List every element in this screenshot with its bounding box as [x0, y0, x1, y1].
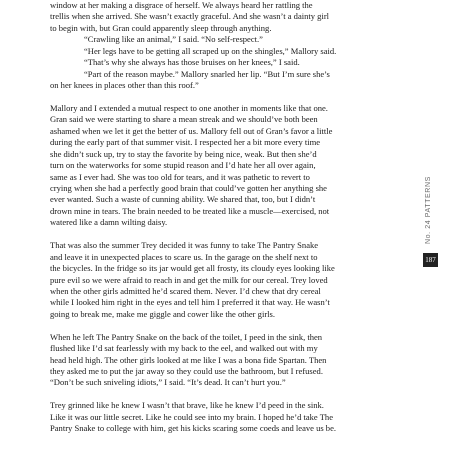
dialogue-line: “That’s why she always has those bruises on her knees,” I said. — [84, 57, 300, 68]
text-line: watered like a damn wilting daisy. — [50, 217, 168, 228]
paragraph-gap — [50, 92, 412, 103]
text-line: ashamed when we let it get the better of us. Mallory fell out of Gran’s favor a little — [50, 125, 333, 136]
text-line: while I looked him right in the eyes and tell him I preferred it that way. He wasn’t — [50, 297, 330, 308]
text-line: ever wanted. Such a waste of cunning ability. We shared that, too, but I didn’t — [50, 194, 316, 205]
body-text — [50, 0, 412, 435]
text-line: turn on the waterworks for some stupid reason and I’d hate her all over again, — [50, 160, 316, 171]
dialogue-line: “Part of the reason maybe.” Mallory snarled her lip. “But I’m sure she’s — [84, 68, 330, 79]
dialogue-line: “Her legs have to be getting all scraped up on the shingles,” Mallory said. — [84, 45, 337, 56]
paragraph-first-line: Trey grinned like he knew I wasn’t that brave, like he knew I’d peed in the sink. — [50, 400, 324, 411]
text-line: trellis when she arrived. She wasn’t exactly graceful. And she wasn’t a dainty girl — [50, 11, 330, 22]
dialogue-line: “Crawling like an animal,” I said. “No self-respect.” — [84, 34, 263, 45]
paragraph-first-line: When he left The Pantry Snake on the back of the toilet, I peed in the sink, then — [50, 331, 323, 342]
text-line: Pantry Snake to college with him, get his kicks scaring some coeds and leave us be. — [50, 423, 337, 434]
text-line: “Don’t be such sniveling idiots,” I said. “It’s dead. It can’t hurt you.” — [50, 377, 286, 388]
text-line: same as I ever had. She was too old for tears, and it was pathetic to revert to — [50, 171, 310, 182]
text-line: on her knees in places other than this roof.” — [50, 80, 199, 91]
page-number: 187 — [423, 253, 438, 267]
text-line: Gran said we were starting to share a mean streak and we should’ve both been — [50, 114, 318, 125]
running-title: No. 24 PATTERNS — [425, 176, 432, 244]
text-line: during the early part of that summer visit. I respected her a bit more every time — [50, 137, 321, 148]
text-line: crying when she had a perfectly good brain that could’ve gotten her anything she — [50, 183, 327, 193]
paragraph-gap — [50, 229, 412, 240]
text-line: Like it was our little secret. Like he could see into my brain. I hoped he’d take The — [50, 411, 333, 422]
paragraph-first-line: Mallory and I extended a mutual respect to one another in moments like that one. — [50, 102, 328, 113]
text-line: flushed like I’d sat fearlessly with my back to the eel, and walked out with my — [50, 343, 318, 354]
text-line: pure evil so we were afraid to reach in and get the milk for our cereal. Trey loved — [50, 274, 328, 285]
text-line: they asked me to put the jar away so they could use the bathroom, but I refused. — [50, 366, 323, 376]
text-line: to begin with, but Gran could apparently sleep through anything. — [50, 22, 272, 33]
text-line: when the other girls admitted he’d scared them. Never. I’d chew that dry cereal — [50, 285, 321, 296]
paragraph-gap — [50, 320, 412, 331]
text-line: head held high. The other girls looked at me like I was a bona fide Spartan. Then — [50, 354, 327, 365]
text-line: she didn’t suck up, try to stay the favorite by being nice, weak. But then she’d — [50, 148, 317, 159]
text-line: window at her making a disgrace of herself. We always heard her rattling the — [50, 0, 313, 10]
text-line: drown mine in tears. The brain needed to be treated like a muscle—exercised, not — [50, 205, 330, 216]
paragraph-first-line: That was also the summer Trey decided it was funny to take The Pantry Snake — [50, 240, 319, 251]
text-line: going to break me, make me giggle and cower like the other girls. — [50, 308, 275, 319]
text-line: and leave it in unexpected places to scare us. In the garage on the shelf next to — [50, 251, 318, 262]
text-line: the bicycles. In the fridge so its jar would get all frosty, its cloudy eyes looking like — [50, 263, 335, 274]
paragraph-gap — [50, 389, 412, 400]
